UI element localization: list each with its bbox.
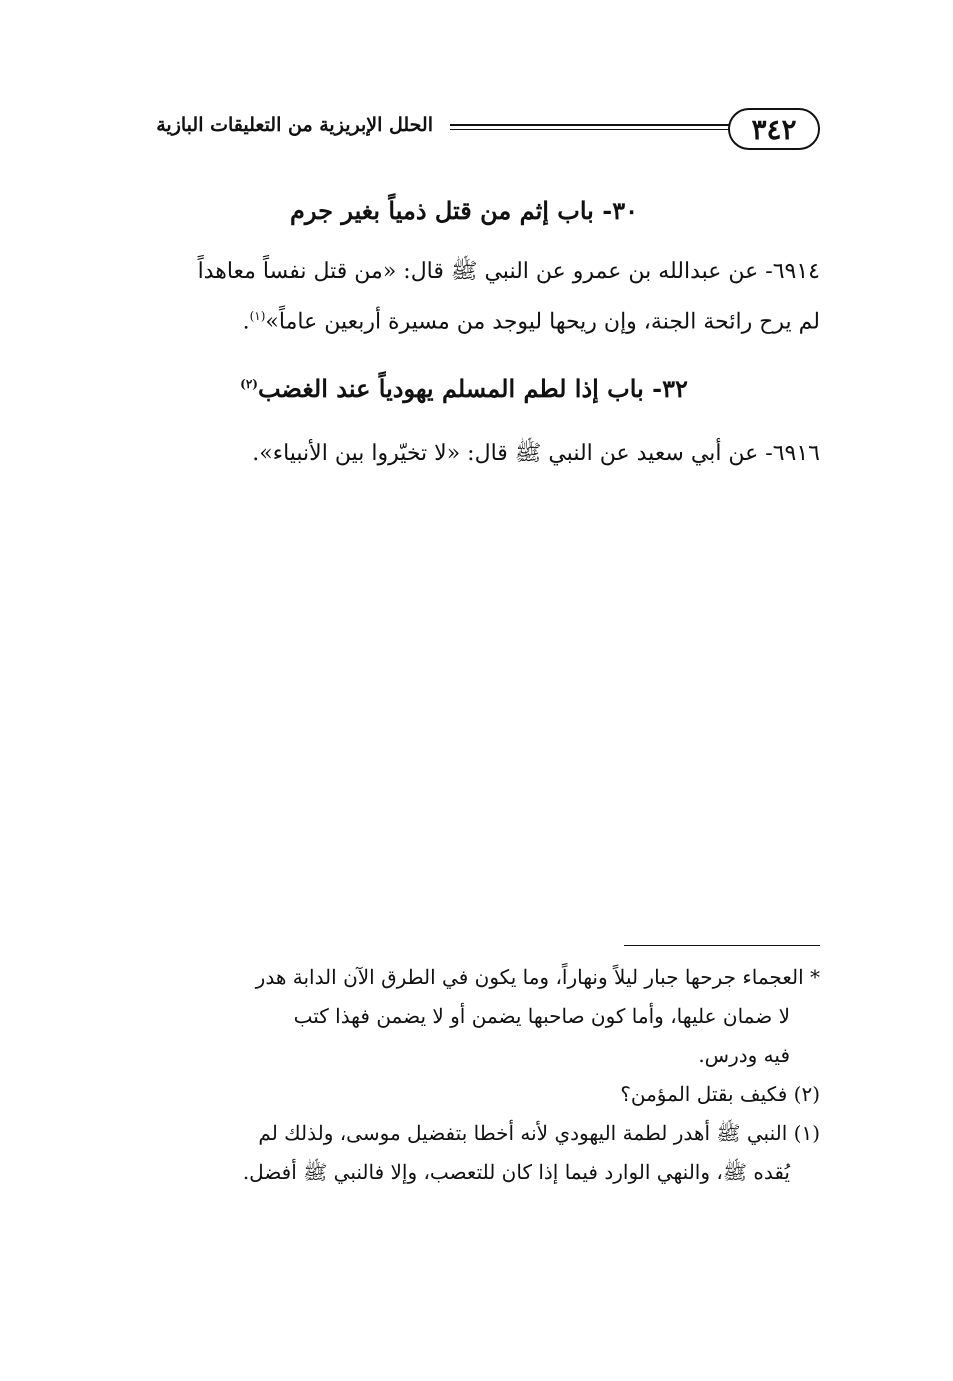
footnote-1-line-1: (١) النبي ﷺ أهدر لطمة اليهودي لأنه أخطا بتفضيل موسى، ولذلك لم — [258, 1121, 820, 1145]
page-number-badge — [728, 108, 820, 150]
footnotes — [108, 958, 820, 1192]
hadith-6914-line-2-end: . — [242, 309, 250, 335]
footnote-star-line-1: * العجماء جرحها جبار ليلاً ونهاراً، وما يكون في الطرق الآن الدابة هدر — [255, 965, 820, 989]
header-rule — [450, 124, 730, 126]
hadith-6916-line-1: ٦٩١٦- عن أبي سعيد عن النبي ﷺ قال: «لا تخيّروا بين الأنبياء». — [252, 441, 820, 466]
footnote-ref-1: (١) — [249, 309, 266, 323]
footnote-star-line-2: لا ضمان عليها، وأما كون صاحبها يضمن أو لا يضمن فهذا كتب — [293, 1004, 790, 1028]
header-rule-thin — [450, 129, 730, 130]
footnote-1-line-2: يُقده ﷺ، والنهي الوارد فيما إذا كان للتعصب، وإلا فالنبي ﷺ أفضل. — [242, 1160, 790, 1184]
hadith-6914-line-2 — [108, 294, 820, 344]
page-number: ٣٤٢ — [751, 112, 797, 146]
hadith-6914-line-1: ٦٩١٤- عن عبدالله بن عمرو عن النبي ﷺ قال: «من قتل نفساً معاهداً — [197, 259, 820, 284]
footnote-ref-2: (٢) — [240, 377, 258, 391]
chapter-30-title: ٣٠- باب إثم من قتل ذمياً بغير جرم — [290, 196, 638, 225]
hadith-6914-line-2-text: لم يرح رائحة الجنة، وإن ريحها ليوجد من مسيرة أربعين عاماً» — [265, 309, 820, 335]
running-title: الحلل الإبريزية من التعليقات البازية — [156, 114, 433, 136]
chapter-32-title — [108, 374, 820, 403]
footnote-separator — [624, 945, 820, 946]
chapter-32-title-text: ٣٢- باب إذا لطم المسلم يهودياً عند الغضب — [257, 374, 688, 403]
footnote-star-line-3: فيه ودرس. — [698, 1043, 790, 1067]
page-header — [108, 108, 820, 156]
hadith-6916 — [108, 432, 820, 476]
hadith-6914 — [108, 250, 820, 344]
footnote-2: (٢) فكيف بقتل المؤمن؟ — [620, 1082, 820, 1106]
